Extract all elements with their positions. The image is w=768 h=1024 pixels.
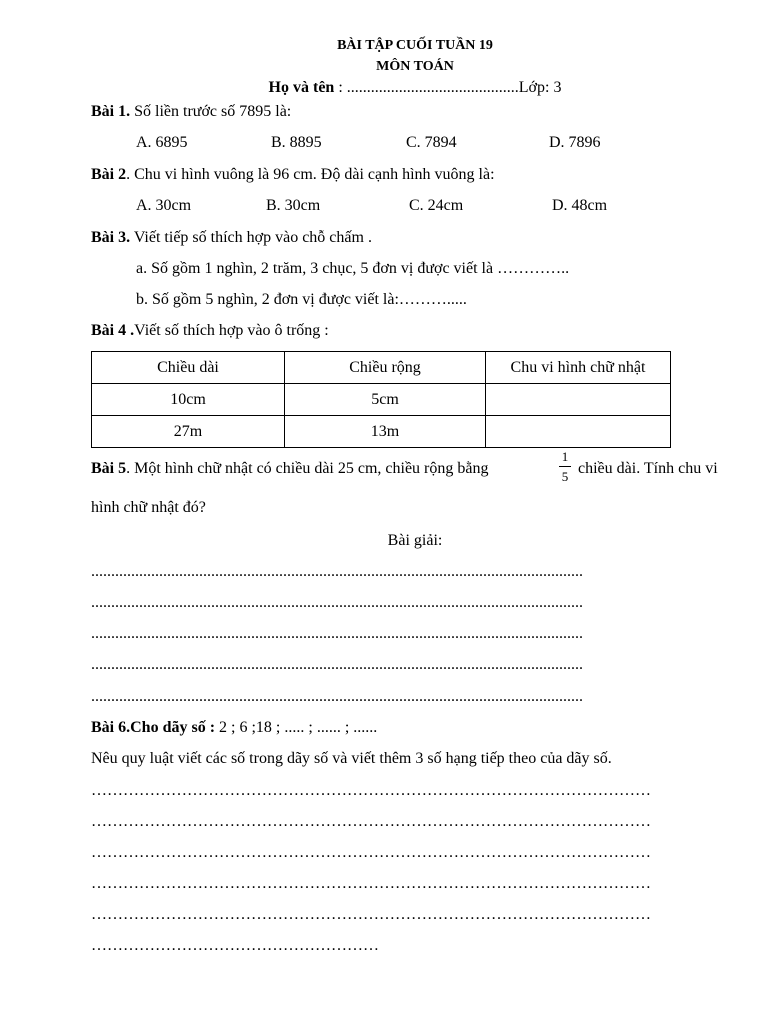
bai1-option-b: B. 8895	[271, 134, 322, 151]
bai2-option-d: D. 48cm	[552, 197, 608, 214]
bai2-option-a: A. 30cm	[136, 197, 192, 214]
solution-label: Bài giải:	[387, 532, 443, 549]
bai4-label: Bài 4 .	[91, 322, 135, 339]
bai1-label: Bài 1.	[91, 103, 131, 120]
bai5-question-end: chiều dài. Tính chu vi	[578, 460, 718, 477]
fraction-bar	[559, 466, 571, 467]
answer-line[interactable]: ...........................................................................................................................	[91, 625, 583, 642]
name-label: Họ và tên	[268, 79, 335, 96]
table-header-cell: Chiều rộng	[285, 352, 486, 384]
table-cell: 5cm	[285, 384, 486, 416]
bai4-question	[91, 321, 329, 341]
bai5-text: . Một hình chữ nhật có chiều dài 25 cm, chiều rộng bằng	[126, 460, 489, 477]
bai3-label: Bài 3.	[91, 229, 131, 246]
table-header-row	[92, 352, 671, 384]
table-header-cell: Chu vi hình chữ nhật	[486, 352, 671, 384]
bai5-label: Bài 5	[91, 460, 127, 477]
answer-line[interactable]: ……………………………………………………………………………………………	[91, 782, 651, 799]
bai1-option-a: A. 6895	[136, 134, 188, 151]
worksheet-title: BÀI TẬP CUỐI TUẦN 19	[337, 38, 493, 53]
table-header-cell: Chiều dài	[92, 352, 285, 384]
bai2-option-c: C. 24cm	[409, 197, 464, 214]
answer-line[interactable]: ………………………………………………	[91, 937, 379, 954]
bai1-text: Số liền trước số 7895 là:	[130, 103, 292, 120]
table-cell: 13m	[285, 416, 486, 448]
bai4-text: Viết số thích hợp vào ô trống :	[134, 322, 329, 339]
bai3-text: Viết tiếp số thích hợp vào chỗ chấm .	[130, 229, 372, 246]
bai6-instruction: Nêu quy luật viết các số trong dãy số và viết thêm 3 số hạng tiếp theo của dãy số.	[91, 750, 612, 767]
bai1-option-d: D. 7896	[549, 134, 601, 151]
table-row	[92, 384, 671, 416]
table-cell: 10cm	[92, 384, 285, 416]
fraction-numerator: 1	[561, 449, 569, 464]
bai1-question	[91, 102, 291, 122]
table-cell	[486, 384, 671, 416]
bai2-label: Bài 2	[91, 166, 127, 183]
bai2-text: . Chu vi hình vuông là 96 cm. Độ dài cạnh hình vuông là:	[126, 166, 495, 183]
name-and-class-blank: : ...........................................Lớp: 3	[334, 79, 562, 96]
bai2-option-b: B. 30cm	[266, 197, 321, 214]
table-row	[92, 416, 671, 448]
bai5-question-start	[91, 459, 488, 479]
table-cell	[486, 416, 671, 448]
fraction-denominator: 5	[561, 469, 569, 484]
table-cell: 27m	[92, 416, 285, 448]
student-info-line	[0, 78, 768, 98]
bai2-question	[91, 165, 495, 185]
answer-line[interactable]: ...........................................................................................................................	[91, 594, 583, 611]
answer-line[interactable]: ...........................................................................................................................	[91, 563, 583, 580]
answer-line[interactable]: ……………………………………………………………………………………………	[91, 813, 651, 830]
answer-line[interactable]: ...........................................................................................................................	[91, 656, 583, 673]
answer-line[interactable]: ……………………………………………………………………………………………	[91, 906, 651, 923]
bai3-question	[91, 228, 372, 248]
bai6-question	[91, 718, 377, 738]
bai6-label: Bài 6.Cho dãy số :	[91, 719, 216, 736]
subject-title: MÔN TOÁN	[376, 59, 454, 74]
bai3-part-a: a. Số gồm 1 nghìn, 2 trăm, 3 chục, 5 đơn vị được viết là …………..	[136, 260, 570, 277]
fraction-one-fifth	[558, 449, 572, 484]
answer-line[interactable]: ……………………………………………………………………………………………	[91, 875, 651, 892]
bai1-option-c: C. 7894	[406, 134, 457, 151]
answer-line[interactable]: ...........................................................................................................................	[91, 688, 583, 705]
answer-line[interactable]: ……………………………………………………………………………………………	[91, 844, 651, 861]
bai6-sequence: 2 ; 6 ;18 ; ..... ; ...... ; ......	[215, 719, 378, 736]
bai4-table	[91, 351, 671, 448]
bai5-question-line2: hình chữ nhật đó?	[91, 499, 206, 516]
bai3-part-b: b. Số gồm 5 nghìn, 2 đơn vị được viết là:……….....	[136, 291, 467, 308]
